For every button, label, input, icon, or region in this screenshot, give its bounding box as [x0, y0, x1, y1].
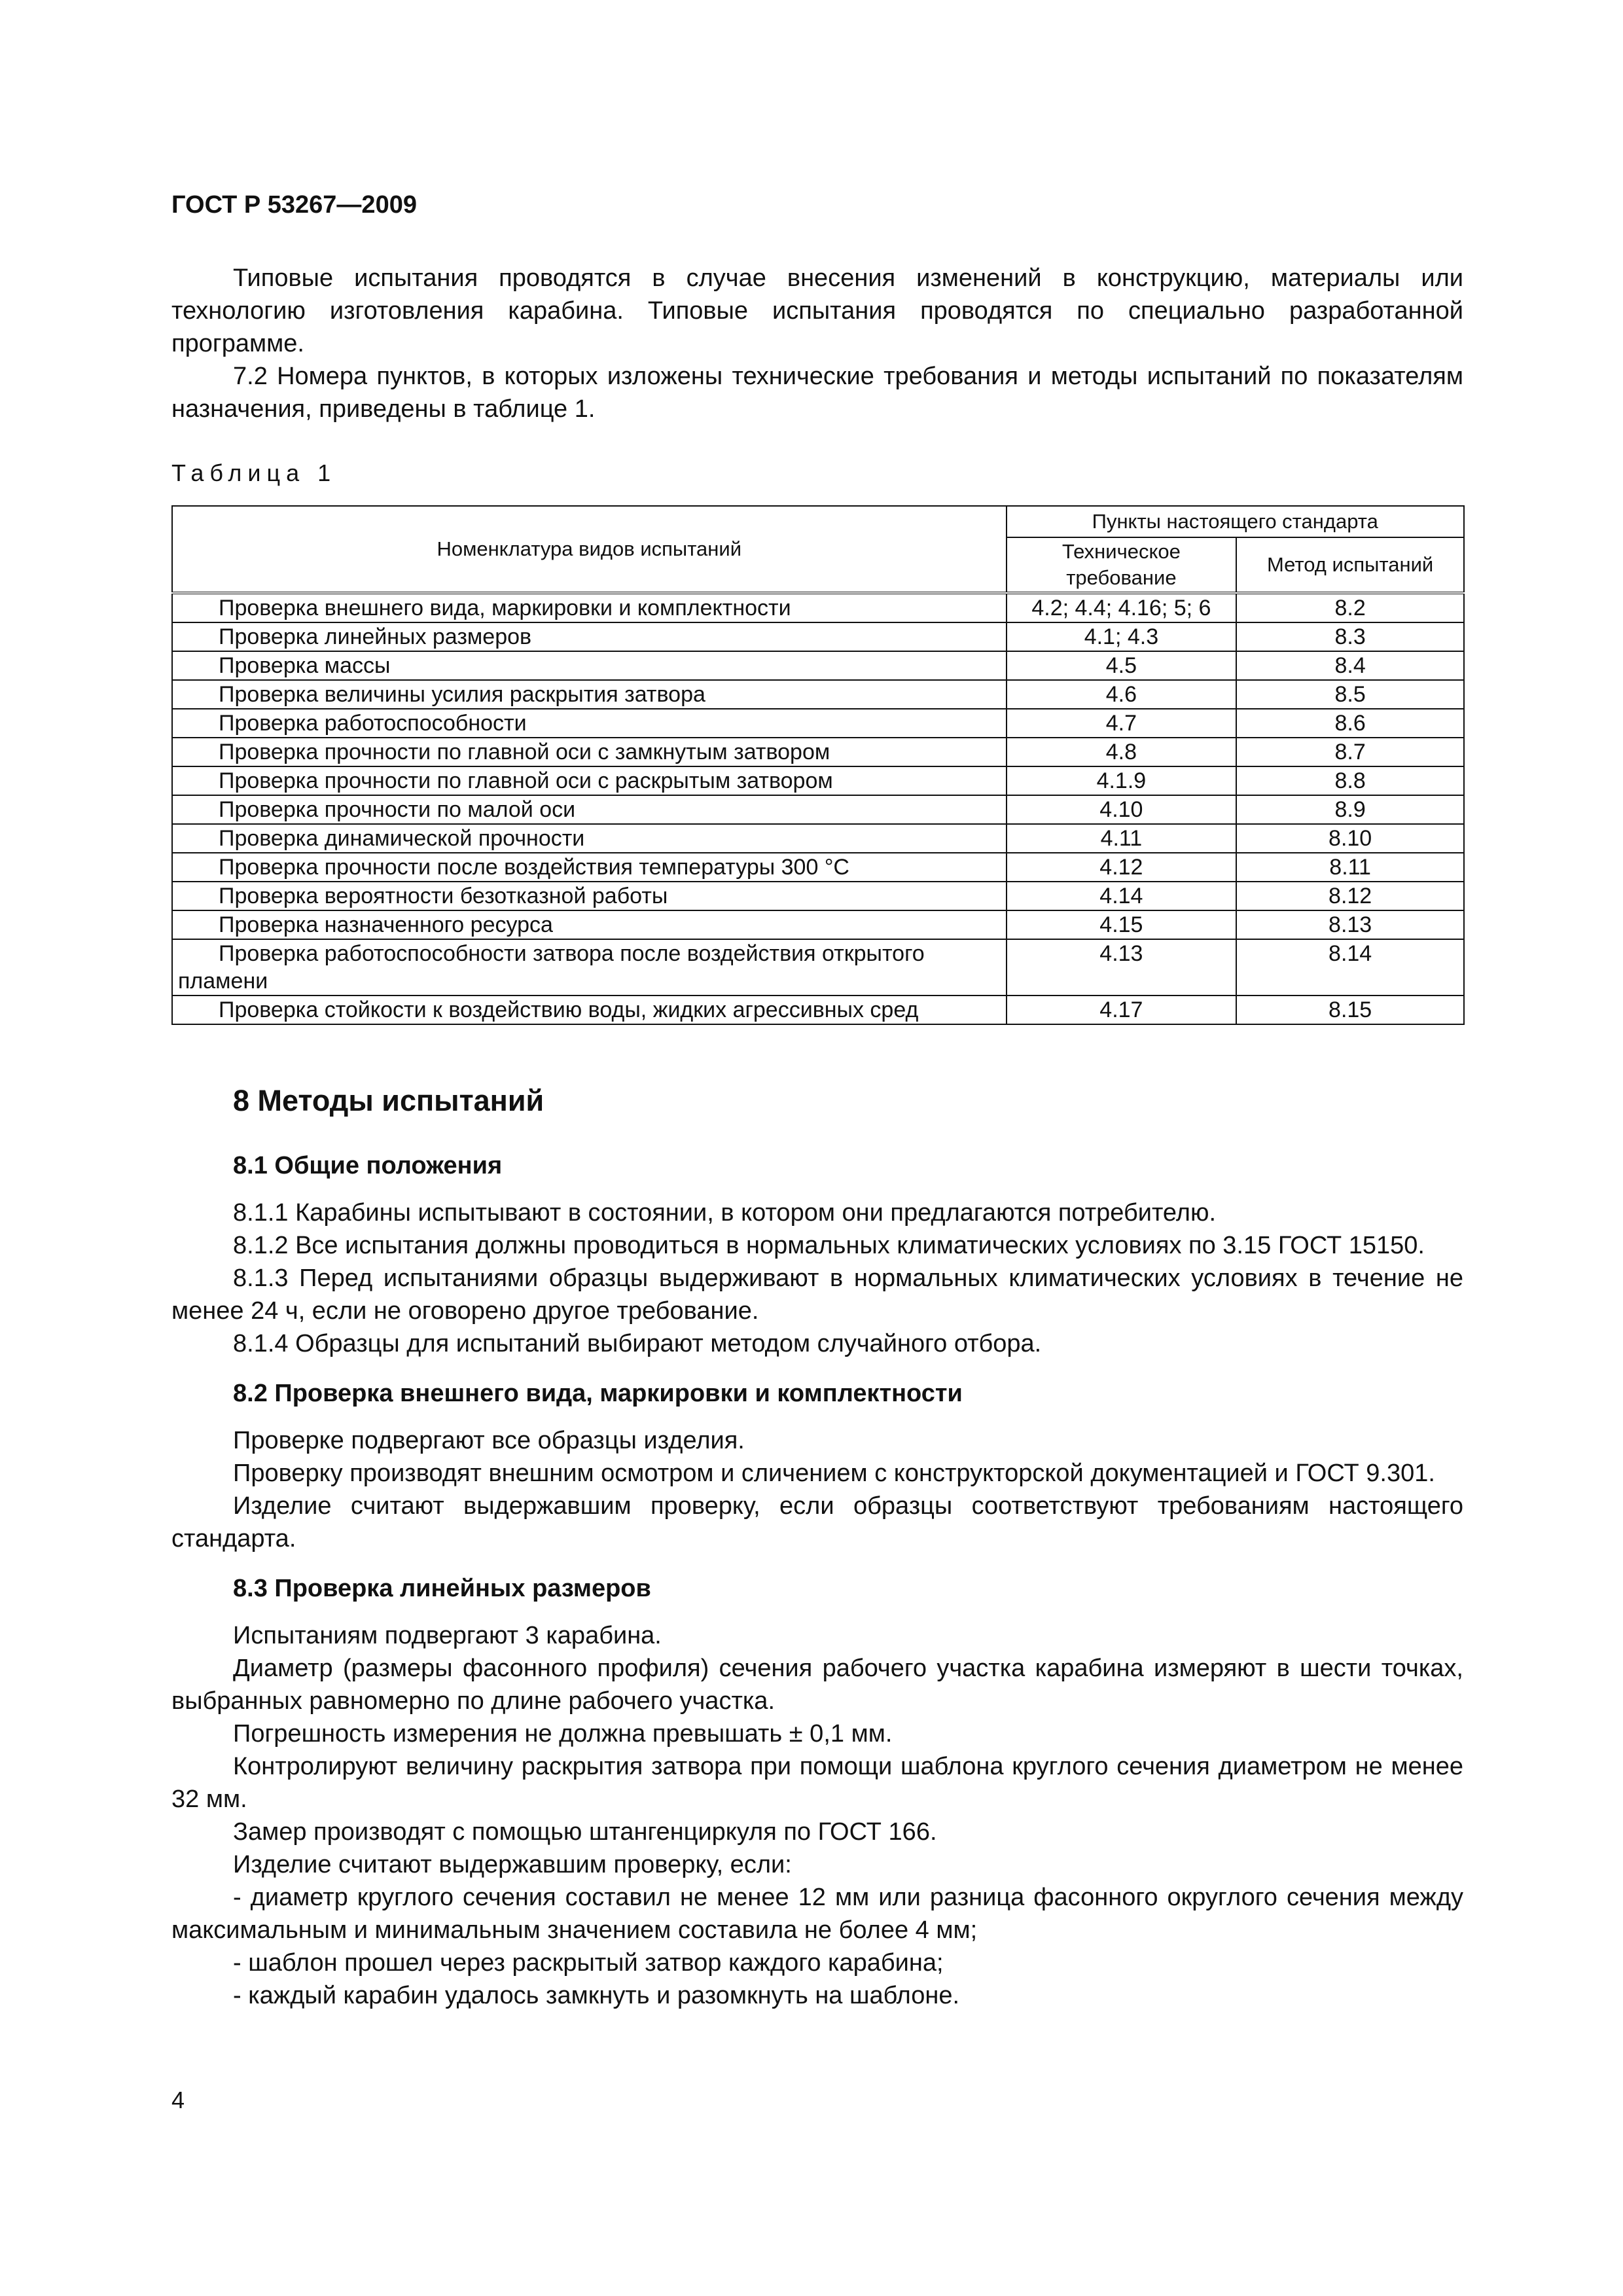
- section-8-1-paragraph: 8.1.3 Перед испытаниями образцы выдерживают в нормальных климатических условиях в течение не менее 24 ч, если не оговорено другое требование.: [171, 1265, 1463, 1325]
- section-8-3-list-item: - шаблон прошел через раскрытый затвор каждого карабина;: [233, 1949, 944, 1977]
- row-name: Проверка прочности по главной оси с раскрытым затвором: [172, 766, 1007, 795]
- section-8-3-list-item: - диаметр круглого сечения составил не менее 12 мм или разница фасонного округлого сечения между максимальным и минимальным значением составила не более 4 мм;: [171, 1884, 1463, 1944]
- table-row: [172, 853, 1464, 882]
- table-row: [172, 882, 1464, 910]
- row-name: Проверка работоспособности: [172, 709, 1007, 738]
- intro-paragraph-2: 7.2 Номера пунктов, в которых изложены технические требования и методы испытаний по показателям назначения, приведены в таблице 1.: [171, 363, 1463, 423]
- table-header-group: Пункты настоящего стандарта: [1007, 506, 1464, 537]
- table-row: [172, 680, 1464, 709]
- section-8-3-title: 8.3 Проверка линейных размеров: [233, 1575, 651, 1602]
- section-8-1-title: 8.1 Общие положения: [233, 1152, 503, 1179]
- row-name: Проверка величины усилия раскрытия затвора: [172, 680, 1007, 709]
- row-requirement: 4.5: [1007, 651, 1237, 680]
- table-row: [172, 738, 1464, 766]
- row-requirement: 4.8: [1007, 738, 1237, 766]
- row-method: 8.4: [1236, 651, 1464, 680]
- row-method: 8.10: [1236, 824, 1464, 853]
- table-header-name: Номенклатура видов испытаний: [172, 506, 1007, 593]
- section-8-2-paragraph: Проверку производят внешним осмотром и сличением с конструкторской документацией и ГОСТ 9.301.: [233, 1460, 1435, 1487]
- section-8-3-paragraph: Погрешность измерения не должна превышать ± 0,1 мм.: [233, 1720, 893, 1748]
- section-8-title: 8 Методы испытаний: [233, 1084, 544, 1117]
- table-row: [172, 795, 1464, 824]
- row-method: 8.3: [1236, 622, 1464, 651]
- row-requirement: 4.2; 4.4; 4.16; 5; 6: [1007, 593, 1237, 622]
- intro-paragraph-1: Типовые испытания проводятся в случае внесения изменений в конструкцию, материалы или технологию изготовления карабина. Типовые испытания проводятся по специально разработанной программе.: [171, 264, 1463, 357]
- row-name: Проверка стойкости к воздействию воды, жидких агрессивных сред: [172, 996, 1007, 1024]
- table-caption: Таблица 1: [171, 459, 337, 486]
- section-8-1-paragraph: 8.1.1 Карабины испытывают в состоянии, в котором они предлагаются потребителю.: [233, 1199, 1217, 1227]
- table-header-method: Метод испытаний: [1236, 537, 1464, 593]
- page-number: 4: [171, 2087, 185, 2113]
- table-row: [172, 910, 1464, 939]
- row-method: 8.2: [1236, 593, 1464, 622]
- row-method: 8.9: [1236, 795, 1464, 824]
- table-row: [172, 622, 1464, 651]
- row-method: 8.7: [1236, 738, 1464, 766]
- table-row: [172, 651, 1464, 680]
- standard-header: ГОСТ Р 53267—2009: [171, 191, 417, 219]
- table-row: [172, 939, 1464, 996]
- row-requirement: 4.17: [1007, 996, 1237, 1024]
- row-name: Проверка работоспособности затвора после воздействия открытого пламени: [172, 939, 1007, 996]
- row-name: Проверка внешнего вида, маркировки и комплектности: [172, 593, 1007, 622]
- row-name: Проверка линейных размеров: [172, 622, 1007, 651]
- row-requirement: 4.10: [1007, 795, 1237, 824]
- section-8-1-paragraph: 8.1.2 Все испытания должны проводиться в нормальных климатических условиях по 3.15 ГОСТ 15150.: [233, 1232, 1425, 1259]
- row-requirement: 4.11: [1007, 824, 1237, 853]
- row-requirement: 4.7: [1007, 709, 1237, 738]
- section-8-2-title: 8.2 Проверка внешнего вида, маркировки и комплектности: [233, 1380, 963, 1407]
- intro-text: [171, 262, 1463, 425]
- row-requirement: 4.1.9: [1007, 766, 1237, 795]
- row-method: 8.13: [1236, 910, 1464, 939]
- table-row: [172, 824, 1464, 853]
- section-8-3-paragraph: Диаметр (размеры фасонного профиля) сечения рабочего участка карабина измеряют в шести точках, выбранных равномерно по длине рабочего участка.: [171, 1655, 1463, 1715]
- row-requirement: 4.14: [1007, 882, 1237, 910]
- row-name: Проверка прочности по главной оси с замкнутым затвором: [172, 738, 1007, 766]
- row-name: Проверка динамической прочности: [172, 824, 1007, 853]
- row-method: 8.8: [1236, 766, 1464, 795]
- section-8-1-paragraph: 8.1.4 Образцы для испытаний выбирают методом случайного отбора.: [233, 1330, 1042, 1357]
- table-row: [172, 593, 1464, 622]
- row-method: 8.14: [1236, 939, 1464, 996]
- row-requirement: 4.1; 4.3: [1007, 622, 1237, 651]
- table-row: [172, 766, 1464, 795]
- section-8-3-paragraph: Изделие считают выдержавшим проверку, если:: [233, 1851, 792, 1878]
- section-8-3-paragraph: Контролируют величину раскрытия затвора при помощи шаблона круглого сечения диаметром не менее 32 мм.: [171, 1753, 1463, 1813]
- section-8-2-paragraph: Изделие считают выдержавшим проверку, если образцы соответствуют требованиям настоящего стандарта.: [171, 1492, 1463, 1552]
- table-row: [172, 996, 1464, 1024]
- row-name: Проверка вероятности безотказной работы: [172, 882, 1007, 910]
- section-8-body: [171, 1149, 1463, 2012]
- row-requirement: 4.15: [1007, 910, 1237, 939]
- table-row: [172, 709, 1464, 738]
- row-name: Проверка прочности после воздействия температуры 300 °С: [172, 853, 1007, 882]
- section-8-2-paragraph: Проверке подвергают все образцы изделия.: [233, 1427, 745, 1454]
- row-name: Проверка массы: [172, 651, 1007, 680]
- section-8-3-list-item: - каждый карабин удалось замкнуть и разомкнуть на шаблоне.: [233, 1982, 960, 2009]
- row-method: 8.15: [1236, 996, 1464, 1024]
- tests-table: [171, 505, 1465, 1025]
- table-header-requirement: Техническое требование: [1007, 537, 1237, 593]
- row-requirement: 4.13: [1007, 939, 1237, 996]
- row-requirement: 4.6: [1007, 680, 1237, 709]
- row-method: 8.11: [1236, 853, 1464, 882]
- row-method: 8.6: [1236, 709, 1464, 738]
- row-name: Проверка прочности по малой оси: [172, 795, 1007, 824]
- row-method: 8.5: [1236, 680, 1464, 709]
- row-requirement: 4.12: [1007, 853, 1237, 882]
- section-8-3-paragraph: Испытаниям подвергают 3 карабина.: [233, 1622, 662, 1649]
- row-name: Проверка назначенного ресурса: [172, 910, 1007, 939]
- row-method: 8.12: [1236, 882, 1464, 910]
- section-8-3-paragraph: Замер производят с помощью штангенциркуля по ГОСТ 166.: [233, 1818, 937, 1846]
